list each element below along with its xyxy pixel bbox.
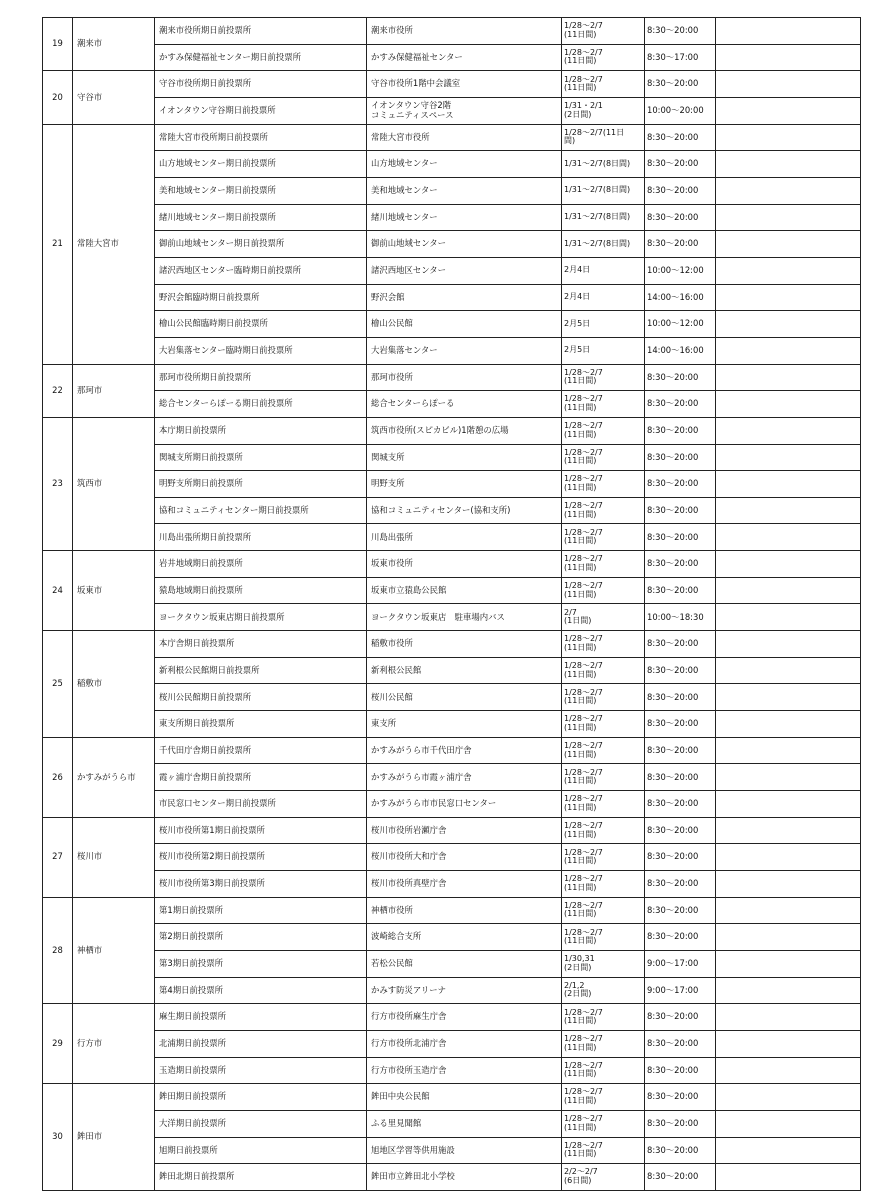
- table-row: [43, 1137, 861, 1164]
- municipality-name-cell: 守谷市: [73, 71, 155, 124]
- table-row: [43, 631, 861, 658]
- station-name-cell: 桜川公民館期日前投票所: [155, 684, 367, 711]
- notes-cell: [716, 871, 861, 898]
- notes-cell: [716, 97, 861, 124]
- hours-cell: 9:00～17:00: [645, 977, 716, 1004]
- station-name-cell: 第1期日前投票所: [155, 897, 367, 924]
- municipality-number-cell: 29: [43, 1004, 73, 1084]
- municipality-name-cell: 那珂市: [73, 364, 155, 417]
- municipality-number-cell: 26: [43, 737, 73, 817]
- notes-cell: [716, 924, 861, 951]
- notes-cell: [716, 604, 861, 631]
- notes-cell: [716, 950, 861, 977]
- notes-cell: [716, 1164, 861, 1191]
- notes-cell: [716, 764, 861, 791]
- station-name-cell: 川島出張所期日前投票所: [155, 524, 367, 551]
- notes-cell: [716, 177, 861, 204]
- period-cell: 1/28～2/7 (11日間): [562, 657, 645, 684]
- venue-cell: 鉾田中央公民館: [367, 1084, 562, 1111]
- table-row: [43, 71, 861, 98]
- hours-cell: 10:00～20:00: [645, 97, 716, 124]
- table-row: [43, 151, 861, 178]
- table-row: [43, 1164, 861, 1191]
- period-cell: 1/28～2/7 (11日間): [562, 737, 645, 764]
- period-cell: 1/28～2/7 (11日間): [562, 1137, 645, 1164]
- table-row: [43, 817, 861, 844]
- table-row: [43, 124, 861, 151]
- station-name-cell: 野沢会館臨時期日前投票所: [155, 284, 367, 311]
- venue-cell: 潮来市役所: [367, 18, 562, 45]
- notes-cell: [716, 711, 861, 738]
- table-row: [43, 44, 861, 71]
- venue-cell: かみす防災アリーナ: [367, 977, 562, 1004]
- station-name-cell: 檜山公民館臨時期日前投票所: [155, 311, 367, 338]
- hours-cell: 8:30～20:00: [645, 471, 716, 498]
- hours-cell: 8:30～20:00: [645, 417, 716, 444]
- municipality-number-cell: 21: [43, 124, 73, 364]
- municipality-number-cell: 20: [43, 71, 73, 124]
- period-cell: 1/28～2/7 (11日間): [562, 497, 645, 524]
- municipality-name-cell: 潮来市: [73, 18, 155, 71]
- station-name-cell: 総合センターらぽーる期日前投票所: [155, 391, 367, 418]
- hours-cell: 8:30～20:00: [645, 897, 716, 924]
- table-row: [43, 97, 861, 124]
- hours-cell: 8:30～20:00: [645, 364, 716, 391]
- station-name-cell: 猿島地域期日前投票所: [155, 577, 367, 604]
- hours-cell: 8:30～20:00: [645, 844, 716, 871]
- station-name-cell: 鉾田期日前投票所: [155, 1084, 367, 1111]
- venue-cell: 東支所: [367, 711, 562, 738]
- table-row: [43, 444, 861, 471]
- venue-cell: 桜川公民館: [367, 684, 562, 711]
- hours-cell: 8:30～20:00: [645, 711, 716, 738]
- period-cell: 1/31～2/7(8日間): [562, 204, 645, 231]
- station-name-cell: イオンタウン守谷期日前投票所: [155, 97, 367, 124]
- table-row: [43, 497, 861, 524]
- notes-cell: [716, 1137, 861, 1164]
- venue-cell: 行方市役所玉造庁舎: [367, 1057, 562, 1084]
- municipality-number-cell: 27: [43, 817, 73, 897]
- hours-cell: 8:30～20:00: [645, 18, 716, 45]
- hours-cell: 8:30～20:00: [645, 764, 716, 791]
- station-name-cell: かすみ保健福祉センター期日前投票所: [155, 44, 367, 71]
- station-name-cell: 緒川地域センター期日前投票所: [155, 204, 367, 231]
- polling-station-table: [42, 17, 861, 1191]
- table-row: [43, 764, 861, 791]
- period-cell: 2/2～2/7 (6日間): [562, 1164, 645, 1191]
- venue-cell: 明野支所: [367, 471, 562, 498]
- municipality-name-cell: 行方市: [73, 1004, 155, 1084]
- table-row: [43, 897, 861, 924]
- station-name-cell: 岩井地域期日前投票所: [155, 551, 367, 578]
- period-cell: 1/28～2/7 (11日間): [562, 524, 645, 551]
- station-name-cell: 北浦期日前投票所: [155, 1030, 367, 1057]
- notes-cell: [716, 151, 861, 178]
- station-name-cell: 第2期日前投票所: [155, 924, 367, 951]
- period-cell: 1/28～2/7 (11日間): [562, 871, 645, 898]
- municipality-name-cell: 鉾田市: [73, 1084, 155, 1191]
- station-name-cell: 市民窓口センター期日前投票所: [155, 791, 367, 818]
- notes-cell: [716, 311, 861, 338]
- station-name-cell: 大洋期日前投票所: [155, 1110, 367, 1137]
- venue-cell: 守谷市役所1階中会議室: [367, 71, 562, 98]
- municipality-number-cell: 22: [43, 364, 73, 417]
- period-cell: 1/28～2/7 (11日間): [562, 844, 645, 871]
- period-cell: 1/28～2/7 (11日間): [562, 364, 645, 391]
- station-name-cell: 大岩集落センター臨時期日前投票所: [155, 337, 367, 364]
- table-row: [43, 871, 861, 898]
- period-cell: 1/28～2/7 (11日間): [562, 924, 645, 951]
- hours-cell: 8:30～20:00: [645, 657, 716, 684]
- municipality-number-cell: 23: [43, 417, 73, 550]
- venue-cell: かすみ保健福祉センター: [367, 44, 562, 71]
- table-row: [43, 391, 861, 418]
- station-name-cell: 第3期日前投票所: [155, 950, 367, 977]
- table-row: [43, 791, 861, 818]
- venue-cell: ふる里見聞館: [367, 1110, 562, 1137]
- station-name-cell: 東支所期日前投票所: [155, 711, 367, 738]
- table-row: [43, 1084, 861, 1111]
- period-cell: 1/28～2/7 (11日間): [562, 1084, 645, 1111]
- notes-cell: [716, 897, 861, 924]
- period-cell: 2/1,2 (2日間): [562, 977, 645, 1004]
- municipality-name-cell: 常陸大宮市: [73, 124, 155, 364]
- hours-cell: 8:30～20:00: [645, 577, 716, 604]
- period-cell: 1/28～2/7 (11日間): [562, 444, 645, 471]
- notes-cell: [716, 844, 861, 871]
- hours-cell: 8:30～20:00: [645, 1030, 716, 1057]
- venue-cell: 神栖市役所: [367, 897, 562, 924]
- venue-cell: 鉾田市立鉾田北小学校: [367, 1164, 562, 1191]
- period-cell: 1/28～2/7 (11日間): [562, 471, 645, 498]
- period-cell: 1/28～2/7 (11日間): [562, 391, 645, 418]
- period-cell: 1/28～2/7 (11日間): [562, 764, 645, 791]
- hours-cell: 8:30～20:00: [645, 391, 716, 418]
- hours-cell: 10:00～12:00: [645, 311, 716, 338]
- hours-cell: 8:30～20:00: [645, 71, 716, 98]
- municipality-number-cell: 24: [43, 551, 73, 631]
- table-row: [43, 977, 861, 1004]
- table-row: [43, 471, 861, 498]
- venue-cell: かすみがうら市市民窓口センター: [367, 791, 562, 818]
- period-cell: 1/28～2/7(11日 間): [562, 124, 645, 151]
- period-cell: 1/28～2/7 (11日間): [562, 71, 645, 98]
- hours-cell: 8:30～20:00: [645, 444, 716, 471]
- table-row: [43, 924, 861, 951]
- venue-cell: かすみがうら市千代田庁舎: [367, 737, 562, 764]
- period-cell: 2月4日: [562, 284, 645, 311]
- station-name-cell: 協和コミュニティセンター期日前投票所: [155, 497, 367, 524]
- notes-cell: [716, 684, 861, 711]
- table-row: [43, 524, 861, 551]
- period-cell: 1/28～2/7 (11日間): [562, 817, 645, 844]
- station-name-cell: 桜川市役所第3期日前投票所: [155, 871, 367, 898]
- period-cell: 1/28～2/7 (11日間): [562, 18, 645, 45]
- period-cell: 1/28～2/7 (11日間): [562, 897, 645, 924]
- venue-cell: 桜川市役所岩瀬庁舎: [367, 817, 562, 844]
- venue-cell: かすみがうら市霞ヶ浦庁舎: [367, 764, 562, 791]
- hours-cell: 8:30～20:00: [645, 497, 716, 524]
- table-row: [43, 1030, 861, 1057]
- table-row: [43, 950, 861, 977]
- period-cell: 1/28～2/7 (11日間): [562, 1030, 645, 1057]
- venue-cell: 檜山公民館: [367, 311, 562, 338]
- period-cell: 1/28～2/7 (11日間): [562, 577, 645, 604]
- venue-cell: 坂東市立猿島公民館: [367, 577, 562, 604]
- notes-cell: [716, 204, 861, 231]
- table-row: [43, 177, 861, 204]
- period-cell: 1/28～2/7 (11日間): [562, 684, 645, 711]
- hours-cell: 8:30～20:00: [645, 204, 716, 231]
- period-cell: 1/28～2/7 (11日間): [562, 44, 645, 71]
- venue-cell: 大岩集落センター: [367, 337, 562, 364]
- table-row: [43, 604, 861, 631]
- station-name-cell: 御前山地域センター期日前投票所: [155, 231, 367, 258]
- venue-cell: 行方市役所北浦庁舎: [367, 1030, 562, 1057]
- table-row: [43, 1110, 861, 1137]
- venue-cell: ヨークタウン坂東店 駐車場内バス: [367, 604, 562, 631]
- hours-cell: 8:30～20:00: [645, 1164, 716, 1191]
- station-name-cell: 常陸大宮市役所期日前投票所: [155, 124, 367, 151]
- notes-cell: [716, 1110, 861, 1137]
- venue-cell: 常陸大宮市役所: [367, 124, 562, 151]
- venue-cell: 桜川市役所真壁庁舎: [367, 871, 562, 898]
- notes-cell: [716, 337, 861, 364]
- hours-cell: 8:30～20:00: [645, 924, 716, 951]
- hours-cell: 8:30～20:00: [645, 631, 716, 658]
- venue-cell: 旭地区学習等供用施設: [367, 1137, 562, 1164]
- hours-cell: 8:30～20:00: [645, 151, 716, 178]
- table-row: [43, 18, 861, 45]
- hours-cell: 8:30～17:00: [645, 44, 716, 71]
- notes-cell: [716, 444, 861, 471]
- venue-cell: 坂東市役所: [367, 551, 562, 578]
- station-name-cell: 千代田庁舎期日前投票所: [155, 737, 367, 764]
- notes-cell: [716, 657, 861, 684]
- notes-cell: [716, 1004, 861, 1031]
- municipality-name-cell: かすみがうら市: [73, 737, 155, 817]
- station-name-cell: 潮来市役所期日前投票所: [155, 18, 367, 45]
- period-cell: 1/31～2/7(8日間): [562, 177, 645, 204]
- hours-cell: 10:00～18:30: [645, 604, 716, 631]
- hours-cell: 8:30～20:00: [645, 1110, 716, 1137]
- table-row: [43, 1057, 861, 1084]
- table-row: [43, 284, 861, 311]
- venue-cell: 諸沢西地区センター: [367, 257, 562, 284]
- notes-cell: [716, 817, 861, 844]
- venue-cell: 関城支所: [367, 444, 562, 471]
- period-cell: 2月5日: [562, 311, 645, 338]
- venue-cell: 美和地域センター: [367, 177, 562, 204]
- station-name-cell: 鉾田北期日前投票所: [155, 1164, 367, 1191]
- venue-cell: 行方市役所麻生庁舎: [367, 1004, 562, 1031]
- hours-cell: 8:30～20:00: [645, 1057, 716, 1084]
- municipality-number-cell: 28: [43, 897, 73, 1004]
- table-row: [43, 337, 861, 364]
- hours-cell: 8:30～20:00: [645, 1004, 716, 1031]
- notes-cell: [716, 364, 861, 391]
- notes-cell: [716, 391, 861, 418]
- venue-cell: 筑西市役所(スピカビル)1階憩の広場: [367, 417, 562, 444]
- venue-cell: 波崎総合支所: [367, 924, 562, 951]
- notes-cell: [716, 631, 861, 658]
- period-cell: 1/31・2/1 (2日間): [562, 97, 645, 124]
- notes-cell: [716, 1084, 861, 1111]
- table-row: [43, 231, 861, 258]
- table-row: [43, 311, 861, 338]
- station-name-cell: 霞ヶ浦庁舎期日前投票所: [155, 764, 367, 791]
- table-row: [43, 417, 861, 444]
- period-cell: 1/28～2/7 (11日間): [562, 417, 645, 444]
- notes-cell: [716, 1057, 861, 1084]
- municipality-name-cell: 筑西市: [73, 417, 155, 550]
- table-row: [43, 657, 861, 684]
- hours-cell: 10:00～12:00: [645, 257, 716, 284]
- hours-cell: 8:30～20:00: [645, 551, 716, 578]
- municipality-name-cell: 坂東市: [73, 551, 155, 631]
- period-cell: 1/28～2/7 (11日間): [562, 711, 645, 738]
- notes-cell: [716, 1030, 861, 1057]
- venue-cell: 新利根公民館: [367, 657, 562, 684]
- station-name-cell: 本庁期日前投票所: [155, 417, 367, 444]
- municipality-name-cell: 神栖市: [73, 897, 155, 1004]
- station-name-cell: 山方地域センター期日前投票所: [155, 151, 367, 178]
- station-name-cell: 新利根公民館期日前投票所: [155, 657, 367, 684]
- period-cell: 1/28～2/7 (11日間): [562, 791, 645, 818]
- station-name-cell: 桜川市役所第2期日前投票所: [155, 844, 367, 871]
- hours-cell: 8:30～20:00: [645, 791, 716, 818]
- municipality-name-cell: 稲敷市: [73, 631, 155, 738]
- period-cell: 1/31～2/7(8日間): [562, 231, 645, 258]
- station-name-cell: 関城支所期日前投票所: [155, 444, 367, 471]
- station-name-cell: 桜川市役所第1期日前投票所: [155, 817, 367, 844]
- notes-cell: [716, 737, 861, 764]
- venue-cell: 協和コミュニティセンター(協和支所): [367, 497, 562, 524]
- table-row: [43, 1004, 861, 1031]
- table-row: [43, 204, 861, 231]
- hours-cell: 14:00～16:00: [645, 284, 716, 311]
- period-cell: 1/31～2/7(8日間): [562, 151, 645, 178]
- municipality-number-cell: 30: [43, 1084, 73, 1191]
- table-row: [43, 577, 861, 604]
- hours-cell: 8:30～20:00: [645, 737, 716, 764]
- notes-cell: [716, 257, 861, 284]
- notes-cell: [716, 524, 861, 551]
- station-name-cell: 本庁舎期日前投票所: [155, 631, 367, 658]
- station-name-cell: 玉造期日前投票所: [155, 1057, 367, 1084]
- station-name-cell: 美和地域センター期日前投票所: [155, 177, 367, 204]
- venue-cell: 若松公民館: [367, 950, 562, 977]
- venue-cell: 野沢会館: [367, 284, 562, 311]
- venue-cell: 稲敷市役所: [367, 631, 562, 658]
- venue-cell: 山方地域センター: [367, 151, 562, 178]
- station-name-cell: 那珂市役所期日前投票所: [155, 364, 367, 391]
- table-row: [43, 364, 861, 391]
- hours-cell: 8:30～20:00: [645, 817, 716, 844]
- hours-cell: 8:30～20:00: [645, 177, 716, 204]
- table-row: [43, 257, 861, 284]
- period-cell: 1/28～2/7 (11日間): [562, 1057, 645, 1084]
- venue-cell: 那珂市役所: [367, 364, 562, 391]
- notes-cell: [716, 577, 861, 604]
- table-row: [43, 844, 861, 871]
- station-name-cell: 第4期日前投票所: [155, 977, 367, 1004]
- table-row: [43, 551, 861, 578]
- municipality-name-cell: 桜川市: [73, 817, 155, 897]
- hours-cell: 8:30～20:00: [645, 524, 716, 551]
- hours-cell: 9:00～17:00: [645, 950, 716, 977]
- venue-cell: 緒川地域センター: [367, 204, 562, 231]
- station-name-cell: 旭期日前投票所: [155, 1137, 367, 1164]
- period-cell: 1/28～2/7 (11日間): [562, 1004, 645, 1031]
- hours-cell: 8:30～20:00: [645, 871, 716, 898]
- notes-cell: [716, 551, 861, 578]
- hours-cell: 8:30～20:00: [645, 1084, 716, 1111]
- venue-cell: 総合センターらぽーる: [367, 391, 562, 418]
- notes-cell: [716, 471, 861, 498]
- table-row: [43, 737, 861, 764]
- notes-cell: [716, 71, 861, 98]
- notes-cell: [716, 417, 861, 444]
- notes-cell: [716, 18, 861, 45]
- period-cell: 2月5日: [562, 337, 645, 364]
- period-cell: 1/28～2/7 (11日間): [562, 1110, 645, 1137]
- notes-cell: [716, 977, 861, 1004]
- station-name-cell: 麻生期日前投票所: [155, 1004, 367, 1031]
- period-cell: 1/30,31 (2日間): [562, 950, 645, 977]
- venue-cell: 桜川市役所大和庁舎: [367, 844, 562, 871]
- period-cell: 1/28～2/7 (11日間): [562, 551, 645, 578]
- notes-cell: [716, 791, 861, 818]
- notes-cell: [716, 44, 861, 71]
- notes-cell: [716, 497, 861, 524]
- station-name-cell: 諸沢西地区センター臨時期日前投票所: [155, 257, 367, 284]
- period-cell: 2/7 (1日間): [562, 604, 645, 631]
- municipality-number-cell: 19: [43, 18, 73, 71]
- notes-cell: [716, 284, 861, 311]
- table-row: [43, 684, 861, 711]
- hours-cell: 8:30～20:00: [645, 231, 716, 258]
- venue-cell: 川島出張所: [367, 524, 562, 551]
- hours-cell: 8:30～20:00: [645, 1137, 716, 1164]
- venue-cell: 御前山地域センター: [367, 231, 562, 258]
- notes-cell: [716, 124, 861, 151]
- station-name-cell: ヨークタウン坂東店期日前投票所: [155, 604, 367, 631]
- municipality-number-cell: 25: [43, 631, 73, 738]
- venue-cell: イオンタウン守谷2階 コミュニティスペース: [367, 97, 562, 124]
- period-cell: 2月4日: [562, 257, 645, 284]
- station-name-cell: 守谷市役所期日前投票所: [155, 71, 367, 98]
- station-name-cell: 明野支所期日前投票所: [155, 471, 367, 498]
- table-row: [43, 711, 861, 738]
- hours-cell: 14:00～16:00: [645, 337, 716, 364]
- notes-cell: [716, 231, 861, 258]
- hours-cell: 8:30～20:00: [645, 684, 716, 711]
- period-cell: 1/28～2/7 (11日間): [562, 631, 645, 658]
- hours-cell: 8:30～20:00: [645, 124, 716, 151]
